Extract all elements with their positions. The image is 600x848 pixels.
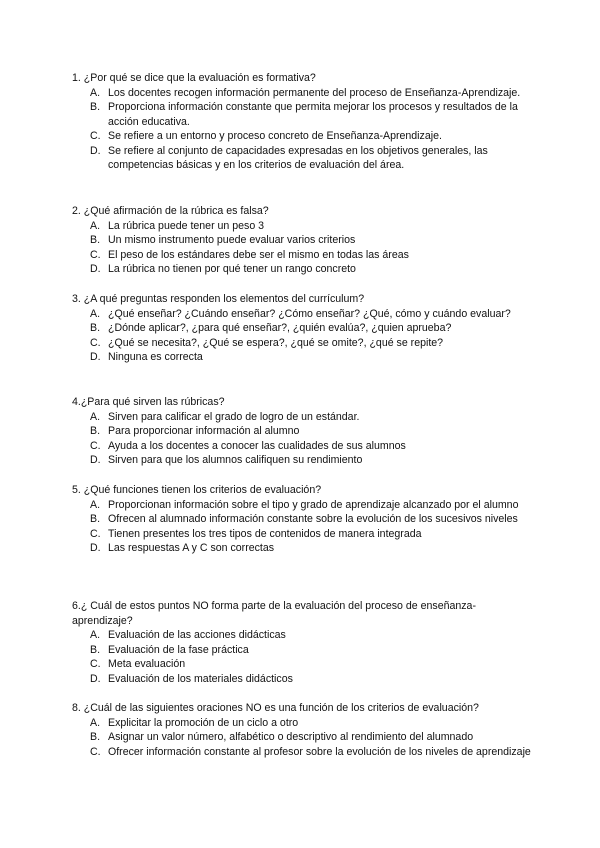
option-letter: B. xyxy=(90,234,101,246)
option-c xyxy=(72,248,532,263)
option-b xyxy=(72,512,532,527)
question-text: 5. ¿Qué funciones tienen los criterios de evaluación? xyxy=(72,484,322,496)
option-letter: B. xyxy=(90,643,101,656)
option-text: Evaluación de la fase práctica xyxy=(108,643,249,656)
options-list xyxy=(72,307,532,365)
option-letter: D. xyxy=(90,672,101,685)
option-a xyxy=(72,307,532,322)
question-6 xyxy=(72,599,532,686)
option-text: La rúbrica no tienen por qué tener un rango concreto xyxy=(108,263,356,275)
option-c xyxy=(72,527,532,542)
options-list xyxy=(72,498,532,556)
option-d xyxy=(72,541,532,556)
option-text: Para proporcionar información al alumno xyxy=(108,425,300,437)
question-2 xyxy=(72,204,532,277)
option-text: Un mismo instrumento puede evaluar varios criterios xyxy=(108,234,356,246)
option-letter: A. xyxy=(90,629,101,641)
option-d xyxy=(72,672,532,687)
option-letter: C. xyxy=(90,130,101,142)
option-a xyxy=(72,498,532,513)
question-text: 3. ¿A qué preguntas responden los elementos del currículum? xyxy=(72,293,365,305)
option-text: Proporcionan información sobre el tipo y grado de aprendizaje alcanzado por el alumno xyxy=(108,498,519,511)
options-list xyxy=(72,628,532,686)
option-letter: A. xyxy=(90,498,101,511)
option-text: Ofrecen al alumnado información constante sobre la evolución de los sucesivos niveles xyxy=(108,513,518,525)
option-text: Se refiere al conjunto de capacidades expresadas en los objetivos generales, las competencias básicas y en los criterios de evaluación del área. xyxy=(108,144,488,171)
option-c xyxy=(72,439,532,454)
options-list xyxy=(72,86,532,173)
option-letter: B. xyxy=(90,513,101,525)
question-8 xyxy=(72,701,532,759)
option-text: Evaluación de los materiales didácticos xyxy=(108,672,293,685)
option-letter: B. xyxy=(90,322,101,334)
option-letter: C. xyxy=(90,248,101,261)
option-b xyxy=(72,233,532,248)
option-letter: D. xyxy=(90,542,101,554)
option-b xyxy=(72,100,532,129)
option-text: Explicitar la promoción de un ciclo a otro xyxy=(108,716,299,729)
options-list xyxy=(72,219,532,277)
option-a xyxy=(72,86,532,101)
option-letter: A. xyxy=(90,307,101,320)
option-b xyxy=(72,730,532,745)
question-1 xyxy=(72,71,532,173)
option-letter: C. xyxy=(90,336,101,349)
option-letter: A. xyxy=(90,86,101,99)
option-d xyxy=(72,144,532,173)
option-text: ¿Dónde aplicar?, ¿para qué enseñar?, ¿quién evalúa?, ¿quien aprueba? xyxy=(108,322,452,334)
option-letter: D. xyxy=(90,144,101,157)
option-d xyxy=(72,453,532,468)
option-letter: D. xyxy=(90,454,101,466)
question-5 xyxy=(72,483,532,556)
option-text: ¿Qué se necesita?, ¿Qué se espera?, ¿qué se omite?, ¿qué se repite? xyxy=(108,336,444,349)
option-letter: A. xyxy=(90,410,101,423)
options-list xyxy=(72,716,532,760)
option-letter: A. xyxy=(90,219,101,232)
option-text: ¿Qué enseñar? ¿Cuándo enseñar? ¿Cómo enseñar? ¿Qué, cómo y cuándo evaluar? xyxy=(108,307,511,320)
option-text: Tienen presentes los tres tipos de contenidos de manera integrada xyxy=(108,527,422,540)
option-letter: C. xyxy=(90,745,101,758)
option-text: Proporciona información constante que permita mejorar los procesos y resultados de la acción educativa. xyxy=(108,101,518,128)
option-text: El peso de los estándares debe ser el mismo en todas las áreas xyxy=(108,248,409,261)
option-b xyxy=(72,643,532,658)
option-d xyxy=(72,350,532,365)
option-letter: B. xyxy=(90,731,101,743)
question-text: 4.¿Para qué sirven las rúbricas? xyxy=(72,396,225,408)
option-a xyxy=(72,219,532,234)
option-text: Sirven para que los alumnos califiquen su rendimiento xyxy=(108,454,363,466)
question-text: 2. ¿Qué afirmación de la rúbrica es falsa? xyxy=(72,205,269,217)
option-letter: B. xyxy=(90,101,101,113)
option-letter: C. xyxy=(90,439,101,452)
option-text: Ayuda a los docentes a conocer las cualidades de sus alumnos xyxy=(108,439,406,452)
option-text: Ofrecer información constante al profesor sobre la evolución de los niveles de aprendizaje xyxy=(108,745,531,758)
option-letter: C. xyxy=(90,527,101,540)
option-text: Se refiere a un entorno y proceso concreto de Enseñanza-Aprendizaje. xyxy=(108,130,442,142)
option-text: La rúbrica puede tener un peso 3 xyxy=(108,219,265,232)
option-c xyxy=(72,336,532,351)
option-text: Sirven para calificar el grado de logro de un estándar. xyxy=(108,410,360,423)
question-4 xyxy=(72,395,532,468)
option-letter: B. xyxy=(90,425,101,437)
option-text: Evaluación de las acciones didácticas xyxy=(108,629,286,641)
option-c xyxy=(72,657,532,672)
option-d xyxy=(72,262,532,277)
option-b xyxy=(72,424,532,439)
option-letter: D. xyxy=(90,263,101,275)
option-text: Los docentes recogen información permanente del proceso de Enseñanza-Aprendizaje. xyxy=(108,86,521,99)
option-letter: C. xyxy=(90,658,101,670)
option-letter: A. xyxy=(90,716,101,729)
option-a xyxy=(72,628,532,643)
question-text: 1. ¿Por qué se dice que la evaluación es formativa? xyxy=(72,72,316,84)
option-text: Meta evaluación xyxy=(108,658,186,670)
option-c xyxy=(72,745,532,760)
question-text: 6.¿ Cuál de estos puntos NO forma parte de la evaluación del proceso de enseñanza-aprendizaje? xyxy=(72,600,476,627)
option-b xyxy=(72,321,532,336)
option-a xyxy=(72,716,532,731)
question-3 xyxy=(72,292,532,365)
option-letter: D. xyxy=(90,351,101,363)
options-list xyxy=(72,410,532,468)
option-a xyxy=(72,410,532,425)
option-text: Ninguna es correcta xyxy=(108,351,203,363)
option-c xyxy=(72,129,532,144)
option-text: Asignar un valor número, alfabético o descriptivo al rendimiento del alumnado xyxy=(108,731,474,743)
question-text: 8. ¿Cuál de las siguientes oraciones NO es una función de los criterios de evaluación? xyxy=(72,702,479,714)
option-text: Las respuestas A y C son correctas xyxy=(108,542,275,554)
